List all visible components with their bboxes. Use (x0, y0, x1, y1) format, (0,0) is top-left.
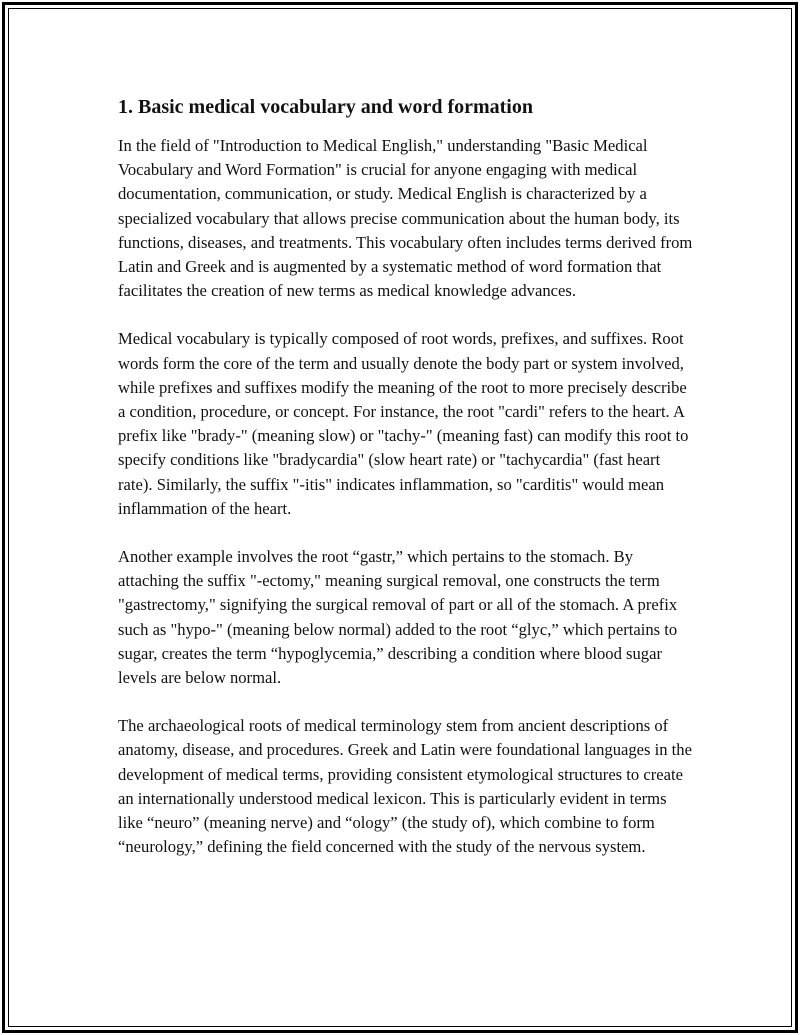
paragraph-word-parts: Medical vocabulary is typically composed of root words, prefixes, and suffixes. Root words form the core of the term and usually denote the body part or system involved, while prefixes and suffixes modify the meaning of the root to more precisely describe a condition, procedure, or concept. For instance, the root "cardi" refers to the heart. A prefix like "brady-" (meaning slow) or "tachy-" (meaning fast) can modify this root to specify conditions like "bradycardia" (slow heart rate) or "tachycardia" (fast heart rate). Similarly, the suffix "-itis" indicates inflammation, so "carditis" would mean inflammation of the heart. (118, 329, 689, 518)
paragraph-etymology: The archaeological roots of medical terminology stem from ancient descriptions of anatomy, disease, and procedures. Greek and Latin were foundational languages in the development of medical terms, providing consistent etymological structures to create an internationally understood medical lexicon. This is particularly evident in terms like “neuro” (meaning nerve) and “ology” (the study of), which combine to form “neurology,” defining the field concerned with the study of the nervous system. (118, 716, 692, 857)
section-heading: 1. Basic medical vocabulary and word formation (118, 96, 533, 118)
document-body (118, 94, 693, 883)
paragraph-intro: In the field of "Introduction to Medical English," understanding "Basic Medical Vocabulary and Word Formation" is crucial for anyone engaging with medical documentation, communication, or study. Medical English is characterized by a specialized vocabulary that allows precise communication about the human body, its functions, diseases, and treatments. This vocabulary often includes terms derived from Latin and Greek and is augmented by a systematic method of word formation that facilitates the creation of new terms as medical knowledge advances. (118, 136, 693, 301)
paragraph-examples: Another example involves the root “gastr,” which pertains to the stomach. By attaching the suffix "-ectomy," meaning surgical removal, one constructs the term "gastrectomy," signifying the surgical removal of part or all of the stomach. A prefix such as "hypo-" (meaning below normal) added to the root “glyc,” which pertains to sugar, creates the term “hypoglycemia,” describing a condition where blood sugar levels are below normal. (118, 547, 678, 688)
